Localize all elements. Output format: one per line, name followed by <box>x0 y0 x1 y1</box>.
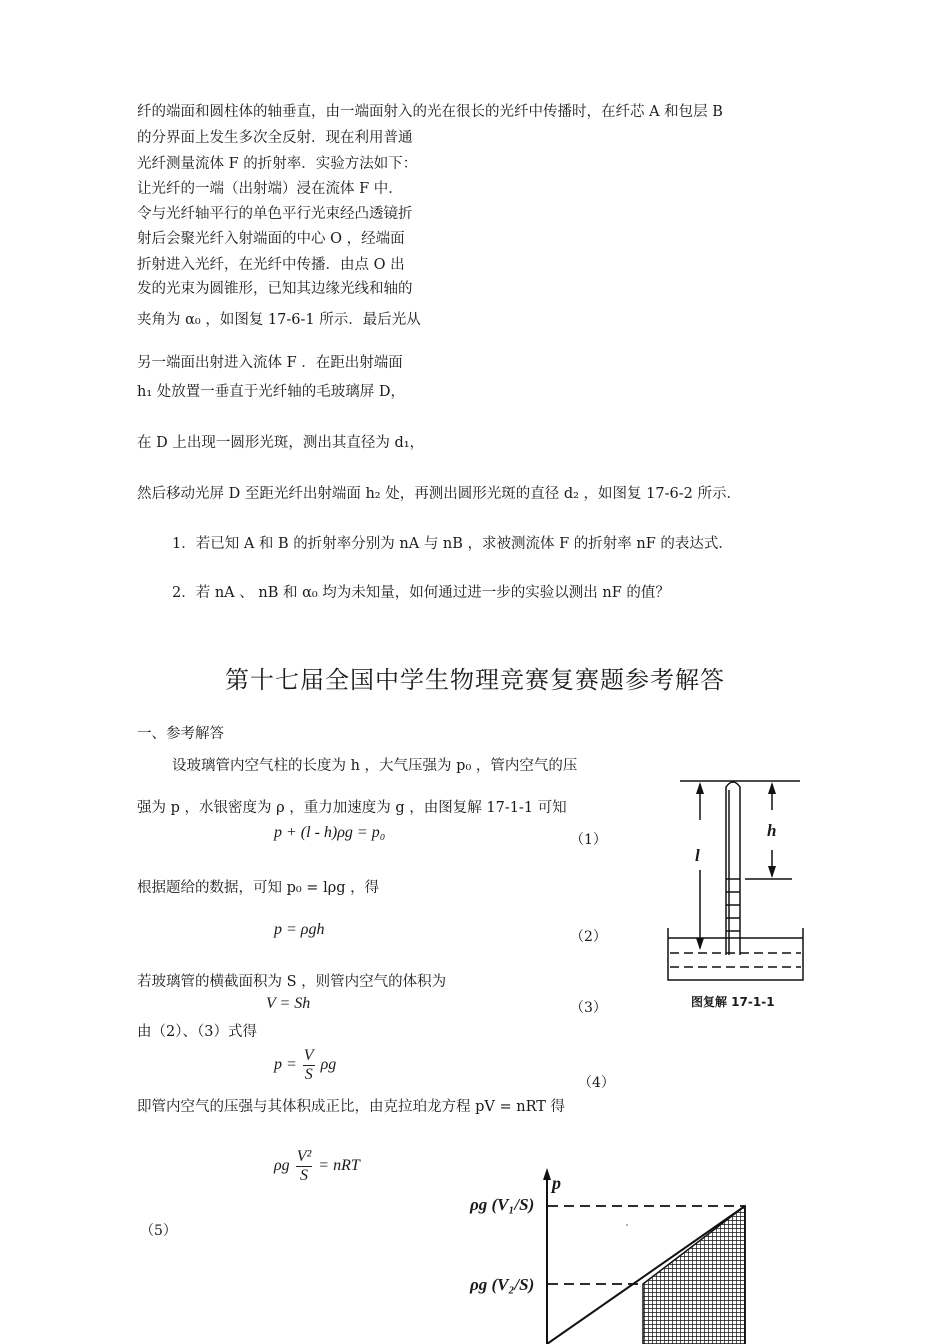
problem-line-5: 令与光纤轴平行的单色平行光束经凸透镜折 <box>137 206 413 222</box>
problem-line-11: h₁ 处放置一垂直于光纤轴的毛玻璃屏 D， <box>137 384 405 400</box>
problem-line-10: 另一端面出射进入流体 F ．在距出射端面 <box>137 355 403 371</box>
problem-line-4: 让光纤的一端（出射端）浸在流体 F 中． <box>137 181 403 197</box>
question-2: 2．若 nA 、 nB 和 α₀ 均为未知量，如何通过进一步的实验以测出 nF 的值？ <box>172 585 670 601</box>
equation-5-denominator: S <box>299 1166 308 1184</box>
problem-line-7: 折射进入光纤，在光纤中传播．由点 O 出 <box>137 257 405 273</box>
p-axis-arrow <box>543 1168 551 1180</box>
equation-4-fraction <box>303 1047 315 1083</box>
tick-upper: ρg (V₁/S) <box>470 1195 535 1214</box>
equation-5-fraction <box>296 1148 313 1184</box>
equation-1: p + (l - h)ρg = p₀ <box>274 824 386 841</box>
problem-line-6: 射后会聚光纤入射端面的中心 O ，经端面 <box>137 231 405 247</box>
question-1: 1．若已知 A 和 B 的折射率分别为 nA 与 nB ，求被测流体 F 的折射率 nF 的表达式． <box>172 536 733 552</box>
problem-line-8: 发的光束为圆锥形，已知其边缘光线和轴的 <box>137 281 413 297</box>
equation-4-numerator: V <box>303 1047 314 1064</box>
equation-4-denominator: S <box>304 1065 313 1083</box>
axis-label-p: p <box>552 1173 561 1193</box>
section-heading: 一、参考解答 <box>137 726 224 742</box>
para-4: 由（2）、（3）式得 <box>137 1024 257 1040</box>
para-2: 根据题给的数据，可知 p₀ = lρg ，得 <box>137 880 380 896</box>
figure-tube-diagram <box>660 770 810 1010</box>
para-5: 即管内空气的压强与其体积成正比，由克拉珀龙方程 pV = nRT 得 <box>137 1099 566 1115</box>
work-area <box>643 1206 745 1344</box>
equation-4-number: （4） <box>578 1075 615 1091</box>
label-l: l <box>695 846 700 865</box>
problem-line-12: 在 D 上出现一圆形光斑，测出其直径为 d₁， <box>137 435 425 451</box>
problem-line-13: 然后移动光屏 D 至距光纤出射端面 h₂ 处，再测出圆形光斑的直径 d₂ ，如图复 17-6-2 所示． <box>137 486 741 502</box>
equation-5-numerator: V² <box>296 1148 312 1165</box>
figure-1-caption: 图复解 17-1-1 <box>691 995 775 1009</box>
equation-3: V = Sh <box>266 995 311 1012</box>
equation-4 <box>274 1047 336 1083</box>
equation-5-number: （5） <box>140 1223 177 1239</box>
equation-5-lhs: ρg <box>274 1156 290 1174</box>
problem-line-3: 光纤测量流体 F 的折射率．实验方法如下： <box>137 156 418 172</box>
problem-line-2: 的分界面上发生多次全反射．现在利用普通 <box>137 130 413 146</box>
para-1b: 强为 p ，水银密度为 ρ ，重力加速度为 g ，由图复解 17-1-1 可知 <box>137 800 567 816</box>
problem-line-9: 夹角为 α₀ ，如图复 17-6-1 所示．最后光从 <box>137 312 421 328</box>
equation-4-lhs: p = <box>274 1055 297 1073</box>
tick-lower: ρg (V₂/S) <box>470 1275 535 1294</box>
para-1a: 设玻璃管内空气柱的长度为 h ，大气压强为 p₀ ，管内空气的压 <box>172 758 578 774</box>
equation-5 <box>274 1148 360 1184</box>
equation-2: p = ρgh <box>274 921 325 938</box>
solution-title: 第十七届全国中学生物理竞赛复赛题参考解答 <box>225 666 725 694</box>
para-3: 若玻璃管的横截面积为 S ，则管内空气的体积为 <box>137 974 447 990</box>
equation-3-number: （3） <box>570 1000 607 1016</box>
problem-line-1: 纤的端面和圆柱体的轴垂直，由一端面射入的光在很长的光纤中传播时，在纤芯 A 和包层 B <box>137 104 723 120</box>
equation-2-number: （2） <box>570 929 607 945</box>
label-h: h <box>767 821 777 840</box>
equation-1-number: （1） <box>570 832 607 848</box>
mercury-vessel <box>668 928 803 980</box>
glass-tube <box>726 782 740 955</box>
figure-pv-graph <box>540 1168 800 1344</box>
equation-5-rhs: = nRT <box>318 1156 360 1174</box>
equation-4-rhs: ρg <box>320 1055 337 1073</box>
